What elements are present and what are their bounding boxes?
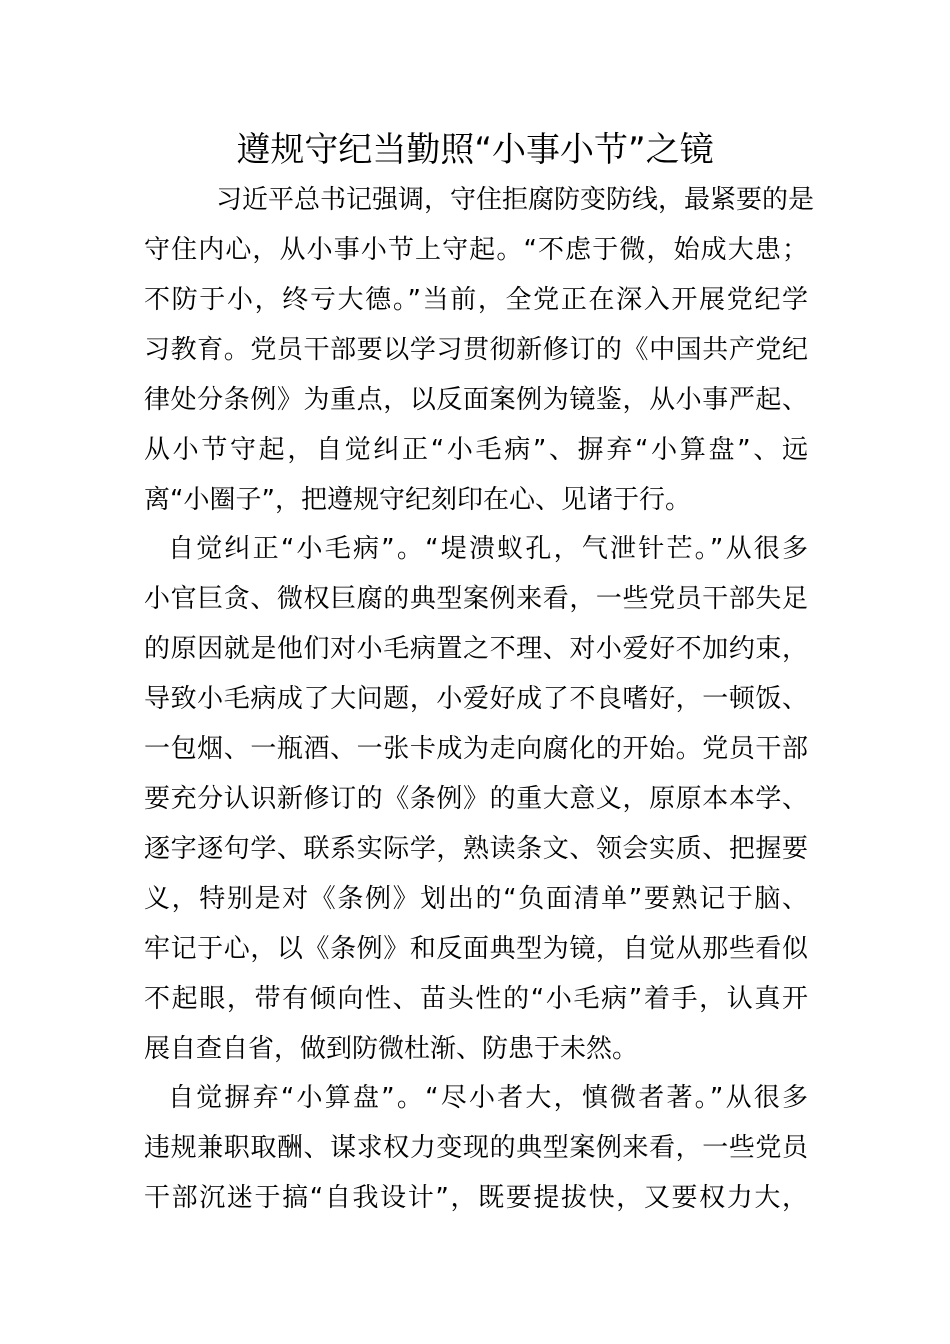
paragraph-line: 离“小圈子”，把遵规守纪刻印在心、见诸于行。: [144, 485, 691, 515]
paragraph-line: 律处分条例》为重点，以反面案例为镜鉴，从小事严起、: [144, 385, 808, 415]
paragraph-line: 从小节守起，自觉纠正“小毛病”、摒弃“小算盘”、远: [144, 435, 808, 465]
paragraph-line: 牢记于心，以《条例》和反面典型为镜，自觉从那些看似: [144, 934, 808, 964]
paragraph-line: 不防于小，终亏大德。”当前，全党正在深入开展党纪学: [144, 285, 808, 315]
document-title: 遵规守纪当勤照“小事小节”之镜: [236, 130, 714, 170]
paragraph-line: 干部沉迷于搞“自我设计”，既要提拔快，又要权力大，: [144, 1183, 808, 1213]
paragraph-line: 自觉摒弃“小算盘”。“尽小者大，慎微者著。”从很多: [168, 1083, 808, 1113]
paragraph-line: 守住内心，从小事小节上守起。“不虑于微，始成大患；: [144, 235, 808, 265]
paragraph-line: 的原因就是他们对小毛病置之不理、对小爱好不加约束，: [144, 634, 808, 664]
paragraph-line: 逐字逐句学、联系实际学，熟读条文、领会实质、把握要: [144, 834, 808, 864]
paragraph-line: 违规兼职取酬、谋求权力变现的典型案例来看，一些党员: [144, 1133, 808, 1163]
paragraph-line: 习近平总书记强调，守住拒腐防变防线，最紧要的是: [216, 185, 815, 215]
paragraph-line: 自觉纠正“小毛病”。“堤溃蚁孔，气泄针芒。”从很多: [168, 534, 808, 564]
paragraph-line: 一包烟、一瓶酒、一张卡成为走向腐化的开始。党员干部: [144, 734, 808, 764]
paragraph-line: 导致小毛病成了大问题，小爱好成了不良嗜好，一顿饭、: [144, 684, 808, 714]
paragraph-line: 小官巨贪、微权巨腐的典型案例来看，一些党员干部失足: [144, 584, 808, 614]
paragraph-line: 展自查自省，做到防微杜渐、防患于未然。: [144, 1034, 639, 1064]
paragraph-line: 义，特别是对《条例》划出的“负面清单”要熟记于脑、: [144, 884, 808, 914]
paragraph-line: 习教育。党员干部要以学习贯彻新修订的《中国共产党纪: [144, 335, 808, 365]
paragraph-line: 不起眼，带有倾向性、苗头性的“小毛病”着手，认真开: [144, 984, 808, 1014]
paragraph-line: 要充分认识新修订的《条例》的重大意义，原原本本学、: [144, 784, 808, 814]
